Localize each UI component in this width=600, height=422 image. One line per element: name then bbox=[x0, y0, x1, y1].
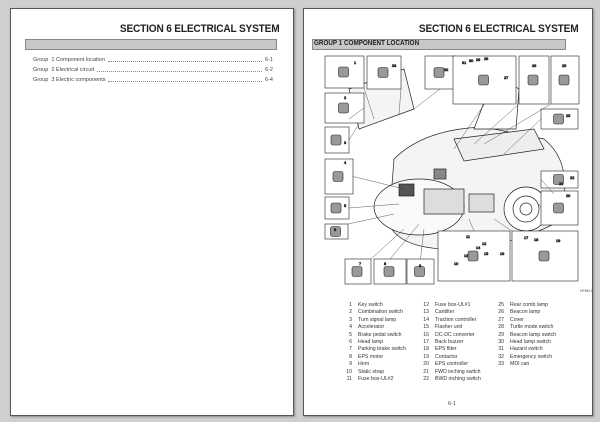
legend-item bbox=[342, 361, 406, 368]
legend-item bbox=[494, 339, 556, 346]
legend-number: 20 bbox=[423, 361, 429, 368]
legend-number: 25 bbox=[498, 302, 504, 308]
component-illustration bbox=[554, 114, 564, 124]
legend-item bbox=[342, 302, 406, 309]
component-illustration bbox=[479, 75, 489, 85]
legend-column bbox=[342, 302, 406, 383]
legend-label: Head lamp bbox=[358, 338, 384, 345]
legend-label: Beacon lamp bbox=[510, 309, 541, 316]
component-illustration bbox=[468, 251, 478, 261]
callout-number: 26 bbox=[532, 64, 537, 68]
legend-label: Traction controller bbox=[435, 316, 477, 323]
table-of-contents bbox=[33, 55, 273, 85]
title-bar bbox=[25, 39, 277, 50]
legend-label: Static strap bbox=[358, 368, 384, 375]
callout-number: 5 bbox=[344, 204, 347, 208]
component-illustration bbox=[339, 67, 349, 77]
component-illustration bbox=[559, 75, 569, 85]
legend-label: Cover bbox=[510, 316, 524, 323]
callout-number: 28 bbox=[484, 57, 489, 61]
legend-item bbox=[419, 317, 481, 324]
legend-label: Head lamp switch bbox=[510, 338, 551, 345]
legend-number: 1 bbox=[349, 302, 352, 308]
group-title: GROUP 1 COMPONENT LOCATION bbox=[314, 40, 420, 47]
legend-item bbox=[419, 361, 481, 368]
legend-label: Rear comb lamp bbox=[510, 302, 549, 308]
legend-label: BWD inching switch bbox=[435, 375, 481, 382]
leader-line bbox=[414, 89, 440, 109]
callout-number: 12 bbox=[482, 242, 487, 246]
legend-number: 33 bbox=[498, 361, 504, 368]
right-page bbox=[303, 8, 593, 416]
callout-number: 2 bbox=[344, 96, 347, 100]
legend-label: Hazard switch bbox=[510, 346, 543, 353]
legend-item bbox=[419, 309, 481, 316]
legend-number: 18 bbox=[423, 346, 429, 353]
legend-label: Brake pedal switch bbox=[358, 331, 402, 338]
component-illustration bbox=[384, 267, 394, 277]
legend-number: 5 bbox=[349, 331, 352, 338]
callout-number: 15 bbox=[484, 252, 489, 256]
legend-label: EPS controller bbox=[435, 361, 469, 368]
legend-item bbox=[342, 354, 406, 361]
callout-number: 1 bbox=[354, 61, 357, 65]
component-illustration bbox=[352, 267, 362, 277]
component-illustration bbox=[378, 68, 388, 78]
page-number: 6-1 bbox=[448, 401, 456, 407]
callout-number: 14 bbox=[476, 246, 481, 250]
toc-item[interactable]: Group 2 Electrical circuit 6-2 bbox=[33, 67, 273, 73]
callout-number: 8 bbox=[384, 262, 387, 266]
callout-number: 17 bbox=[524, 236, 529, 240]
legend-item bbox=[494, 332, 556, 339]
callout-number: 29 bbox=[476, 58, 481, 62]
legend-number: 13 bbox=[423, 309, 429, 316]
legend-item bbox=[494, 361, 556, 368]
legend-number: 7 bbox=[349, 346, 352, 353]
section-title: SECTION 6 ELECTRICAL SYSTEM bbox=[119, 23, 279, 35]
legend-number: 19 bbox=[423, 353, 429, 360]
legend-label: Horn bbox=[358, 361, 370, 368]
legend-item bbox=[342, 369, 406, 376]
component-illustration bbox=[528, 75, 538, 85]
component-illustration bbox=[331, 203, 341, 213]
legend-number: 17 bbox=[423, 338, 429, 345]
legend-item bbox=[419, 339, 481, 346]
component-illustration bbox=[331, 135, 341, 145]
legend-label: Key switch bbox=[358, 302, 383, 308]
component-location-diagram bbox=[304, 9, 592, 299]
callout-number: 33 bbox=[392, 64, 397, 68]
legend-item bbox=[419, 369, 481, 376]
section-title: SECTION 6 ELECTRICAL SYSTEM bbox=[418, 23, 578, 35]
legend-number: 3 bbox=[349, 316, 352, 323]
legend-item bbox=[494, 354, 556, 361]
component-illustration bbox=[434, 68, 444, 78]
legend-number: 21 bbox=[423, 368, 429, 375]
figure-id: HP86LH bbox=[580, 289, 594, 293]
legend-number: 28 bbox=[498, 324, 504, 331]
legend-item bbox=[342, 309, 406, 316]
legend-item bbox=[419, 354, 481, 361]
toc-item[interactable]: Group 3 Electric components 6-4 bbox=[33, 77, 273, 83]
legend-label: Beacon lamp switch bbox=[510, 331, 557, 338]
callout-number: 25 bbox=[566, 114, 571, 118]
callout-number: 26 bbox=[562, 64, 567, 68]
legend-label: Contactor bbox=[435, 353, 458, 360]
component-illustration bbox=[415, 267, 425, 277]
callout-number: 7 bbox=[359, 262, 362, 266]
callout-number: 20 bbox=[566, 194, 571, 198]
legend-label: Flasher unit bbox=[435, 324, 463, 331]
legend-number: 22 bbox=[423, 375, 429, 382]
legend-item bbox=[342, 346, 406, 353]
callout-number: 32 bbox=[444, 68, 449, 72]
legend-item bbox=[494, 346, 556, 353]
legend-label: MDI can bbox=[510, 361, 530, 368]
callout-number: 11 bbox=[466, 235, 470, 239]
legend-item bbox=[494, 309, 556, 316]
legend-number: 32 bbox=[498, 353, 504, 360]
toc-item[interactable]: Group 1 Component location 6-1 bbox=[33, 57, 273, 63]
callout-number: 16 bbox=[500, 252, 505, 256]
legend-label: Fuse box-UL#2 bbox=[358, 375, 394, 382]
legend-item bbox=[342, 332, 406, 339]
component-illustration bbox=[339, 103, 349, 113]
legend-number: 12 bbox=[423, 302, 429, 308]
legend-label: Emergency switch bbox=[510, 353, 553, 360]
callout-number: 22 bbox=[570, 176, 575, 180]
legend-number: 9 bbox=[349, 361, 352, 368]
callout-number: 19 bbox=[556, 239, 561, 243]
legend-number: 10 bbox=[346, 368, 352, 375]
legend-item bbox=[494, 302, 556, 309]
legend-item bbox=[342, 339, 406, 346]
legend-number: 2 bbox=[349, 309, 352, 316]
legend-label: Back buzzer bbox=[435, 338, 464, 345]
legend-label: Turtle mode switch bbox=[510, 324, 554, 331]
legend-number: 26 bbox=[498, 309, 504, 316]
legend-label: EPS motor bbox=[358, 353, 384, 360]
callout-number: 31 bbox=[462, 61, 467, 65]
component-illustration bbox=[554, 203, 564, 213]
legend-label: Accelerator bbox=[358, 324, 385, 331]
callout-number: 21 bbox=[559, 182, 564, 186]
callout-number: 30 bbox=[469, 59, 474, 63]
legend-item bbox=[419, 376, 481, 383]
left-page bbox=[10, 8, 294, 416]
legend-label: Fuse box-UL#1 bbox=[435, 302, 471, 308]
legend-label: Parking brake switch bbox=[358, 346, 406, 353]
legend-item bbox=[342, 324, 406, 331]
callout-number: 6 bbox=[334, 228, 337, 232]
legend-number: 16 bbox=[423, 331, 429, 338]
legend-item bbox=[342, 376, 406, 383]
leader-line bbox=[349, 124, 359, 140]
legend-column bbox=[494, 302, 556, 369]
component-illustration bbox=[333, 172, 343, 182]
legend-item bbox=[494, 324, 556, 331]
legend-item bbox=[419, 302, 481, 309]
callout-number: 10 bbox=[454, 262, 459, 266]
legend-label: DC-DC converter bbox=[435, 331, 475, 338]
legend-label: EPS filter bbox=[435, 346, 457, 353]
legend-item bbox=[342, 317, 406, 324]
legend-number: 4 bbox=[349, 324, 352, 331]
callout-number: 13 bbox=[464, 254, 469, 258]
legend-label: FWD inching switch bbox=[435, 368, 481, 375]
component-illustration bbox=[539, 251, 549, 261]
legend-number: 31 bbox=[498, 346, 504, 353]
legend-item bbox=[419, 324, 481, 331]
callout-number: 18 bbox=[534, 238, 539, 242]
legend-item bbox=[494, 317, 556, 324]
legend-number: 6 bbox=[349, 338, 352, 345]
legend-number: 27 bbox=[498, 316, 504, 323]
legend-number: 15 bbox=[423, 324, 429, 331]
callout-number: 27 bbox=[504, 76, 509, 80]
legend-number: 30 bbox=[498, 338, 504, 345]
legend-label: Combination switch bbox=[358, 309, 403, 316]
callout-number: 9 bbox=[419, 264, 422, 268]
legend-label: Turn signal lamp bbox=[358, 316, 397, 323]
legend-item bbox=[419, 346, 481, 353]
leader-line bbox=[371, 229, 404, 259]
callout-number: 3 bbox=[344, 141, 347, 145]
legend-column bbox=[419, 302, 481, 383]
legend-number: 11 bbox=[346, 375, 352, 382]
legend-number: 29 bbox=[498, 331, 504, 338]
legend-number: 14 bbox=[423, 316, 429, 323]
legend-number: 8 bbox=[349, 353, 352, 360]
legend-label: Cantilter bbox=[435, 309, 455, 316]
callout-number: 4 bbox=[344, 161, 347, 165]
legend-item bbox=[419, 332, 481, 339]
